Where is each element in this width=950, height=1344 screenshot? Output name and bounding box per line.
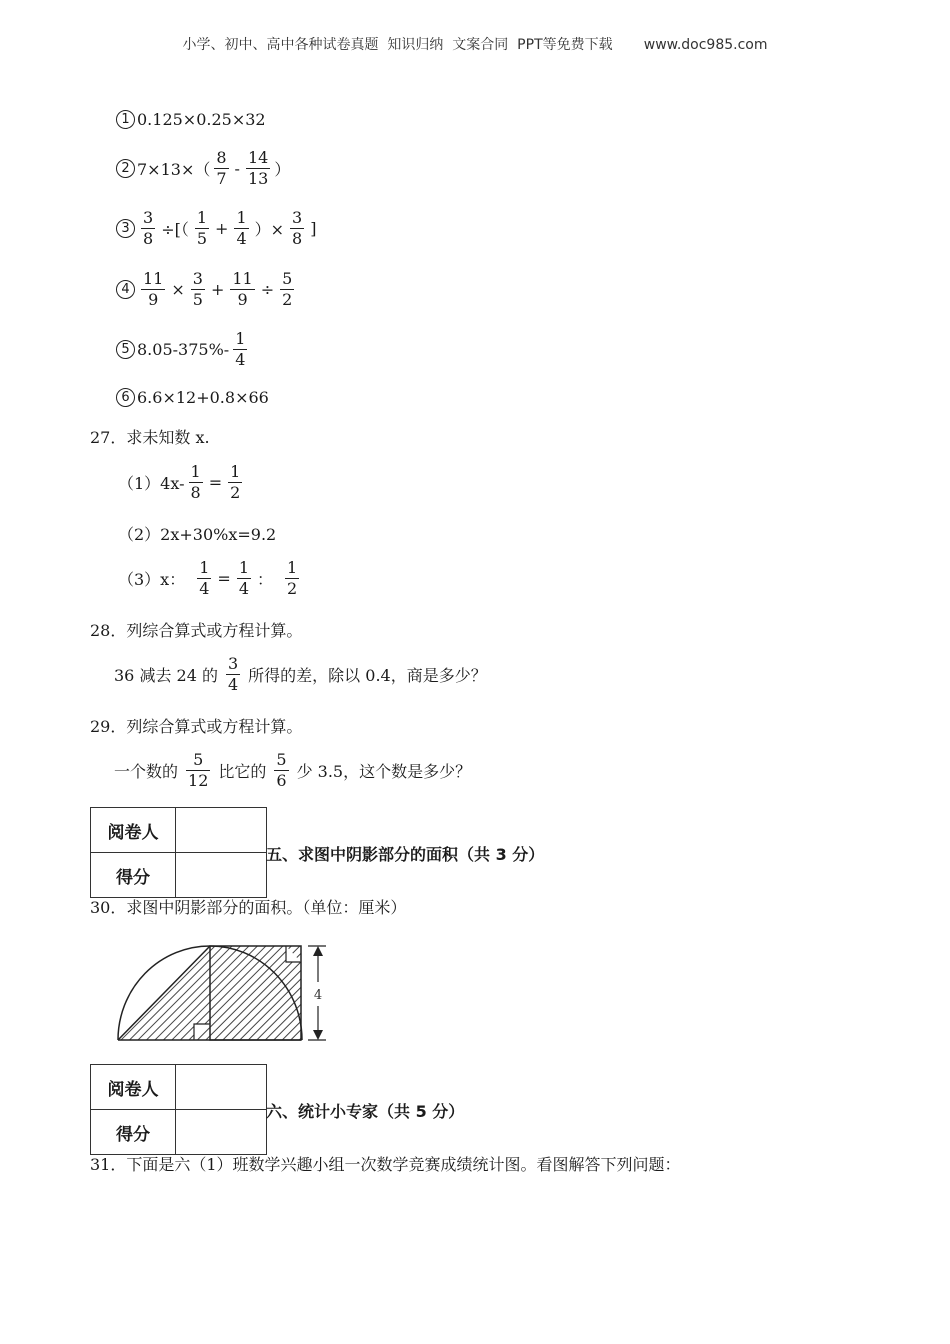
expr-text: 36 减去 24 的 xyxy=(114,666,218,685)
expr-text: = xyxy=(217,569,231,588)
expr-text: ] xyxy=(310,219,317,238)
fraction: $\frac{1}{2}$ xyxy=(287,558,298,598)
q26-item-1 xyxy=(116,110,266,129)
fraction: $\frac{3}{4}$ xyxy=(227,654,239,694)
fraction: $\frac{14}{13}$ xyxy=(247,148,269,188)
section-6-title: 六、统计小专家（共 5 分） xyxy=(266,1102,465,1121)
dimension-label: 4 xyxy=(313,988,323,1003)
q27-title: 27．求未知数 x. xyxy=(90,428,210,447)
fraction: $\frac{11}{9}$ xyxy=(232,269,253,309)
q27-part-1 xyxy=(118,462,246,503)
q29-body xyxy=(114,750,471,791)
q30-title: 30．求图中阴影部分的面积。（单位：厘米） xyxy=(90,898,407,917)
q26-item-2 xyxy=(116,148,290,189)
expression: 0.125×0.25×32 xyxy=(137,110,266,129)
expr-text: 比它的 xyxy=(218,762,267,781)
fraction: $\frac{1}{8}$ xyxy=(190,462,201,502)
circled-number: 4 xyxy=(116,280,135,299)
expr-text: 所得的差，除以 0.4，商是多少？ xyxy=(248,666,487,685)
expr-text: 一个数的 xyxy=(114,762,179,781)
reviewer-cell xyxy=(176,1065,267,1110)
expr-text: ÷ xyxy=(260,280,275,299)
score-table-5 xyxy=(90,807,267,898)
q29-title: 29．列综合算式或方程计算。 xyxy=(90,717,303,736)
q28-body xyxy=(114,654,487,695)
reviewer-cell xyxy=(176,808,267,853)
arrow-down-icon xyxy=(313,1030,323,1040)
arrow-up-icon xyxy=(313,946,323,956)
score-cell xyxy=(176,1110,267,1155)
circled-number: 2 xyxy=(116,159,135,178)
fraction: $\frac{5}{12}$ xyxy=(188,750,209,790)
circled-number: 3 xyxy=(116,219,135,238)
reviewer-label: 阅卷人 xyxy=(91,808,176,853)
circled-number: 1 xyxy=(116,110,135,129)
expr-text: - xyxy=(234,159,240,178)
expr-text: ） xyxy=(274,160,291,179)
score-cell xyxy=(176,853,267,898)
page-header: 小学、初中、高中各种试卷真题 知识归纳 文案合同 PPT等免费下载 www.doc985.com xyxy=(182,37,768,53)
fraction: $\frac{3}{8}$ xyxy=(292,208,303,248)
fraction: $\frac{5}{6}$ xyxy=(276,750,287,790)
expr-text: 少 3.5，这个数是多少？ xyxy=(296,762,472,781)
fraction: $\frac{1}{4}$ xyxy=(236,208,247,248)
expr-text: ）× xyxy=(254,220,285,239)
score-table-6 xyxy=(90,1064,267,1155)
fraction: $\frac{1}{4}$ xyxy=(199,558,210,598)
q31-title: 31．下面是六（1）班数学兴趣小组一次数学竞赛成绩统计图。看图解答下列问题： xyxy=(90,1155,681,1174)
q26-item-3 xyxy=(116,208,318,249)
expr-text: = xyxy=(208,473,223,492)
q26-item-4 xyxy=(116,269,298,310)
fraction: $\frac{1}{5}$ xyxy=(196,208,208,248)
expression: 6.6×12+0.8×66 xyxy=(137,388,269,407)
fraction: $\frac{1}{4}$ xyxy=(238,558,249,598)
expr-text: ÷[（ xyxy=(161,220,189,239)
shaded-area-figure xyxy=(112,938,352,1048)
fraction: $\frac{3}{5}$ xyxy=(192,269,203,309)
score-label: 得分 xyxy=(91,1110,176,1155)
expr-text: 8.05-375%- xyxy=(137,340,230,359)
expr-text: （1）4x- xyxy=(118,474,185,493)
fraction: $\frac{5}{2}$ xyxy=(282,269,293,309)
expr-text: （3）x： xyxy=(118,570,186,589)
q26-item-6 xyxy=(116,388,269,407)
expr-text: ： xyxy=(257,570,274,589)
q26-item-5 xyxy=(116,329,251,370)
expr-text: + xyxy=(215,219,229,238)
fraction: $\frac{1}{2}$ xyxy=(230,462,241,502)
q28-title: 28．列综合算式或方程计算。 xyxy=(90,621,303,640)
q27-part-2: （2）2x+30%x=9.2 xyxy=(118,525,277,544)
section-5-title: 五、求图中阴影部分的面积（共 3 分） xyxy=(266,845,545,864)
reviewer-label: 阅卷人 xyxy=(91,1065,176,1110)
expr-text: 7×13×（ xyxy=(137,160,211,179)
circled-number: 6 xyxy=(116,388,135,407)
fraction: $\frac{8}{7}$ xyxy=(216,148,227,188)
q27-part-3 xyxy=(118,558,303,599)
expr-text: × xyxy=(171,280,185,299)
score-label: 得分 xyxy=(91,853,176,898)
expr-text: + xyxy=(210,280,225,299)
fraction: $\frac{11}{9}$ xyxy=(143,269,164,309)
fraction: $\frac{1}{4}$ xyxy=(235,329,246,369)
fraction: $\frac{3}{8}$ xyxy=(143,208,154,248)
circled-number: 5 xyxy=(116,340,135,359)
